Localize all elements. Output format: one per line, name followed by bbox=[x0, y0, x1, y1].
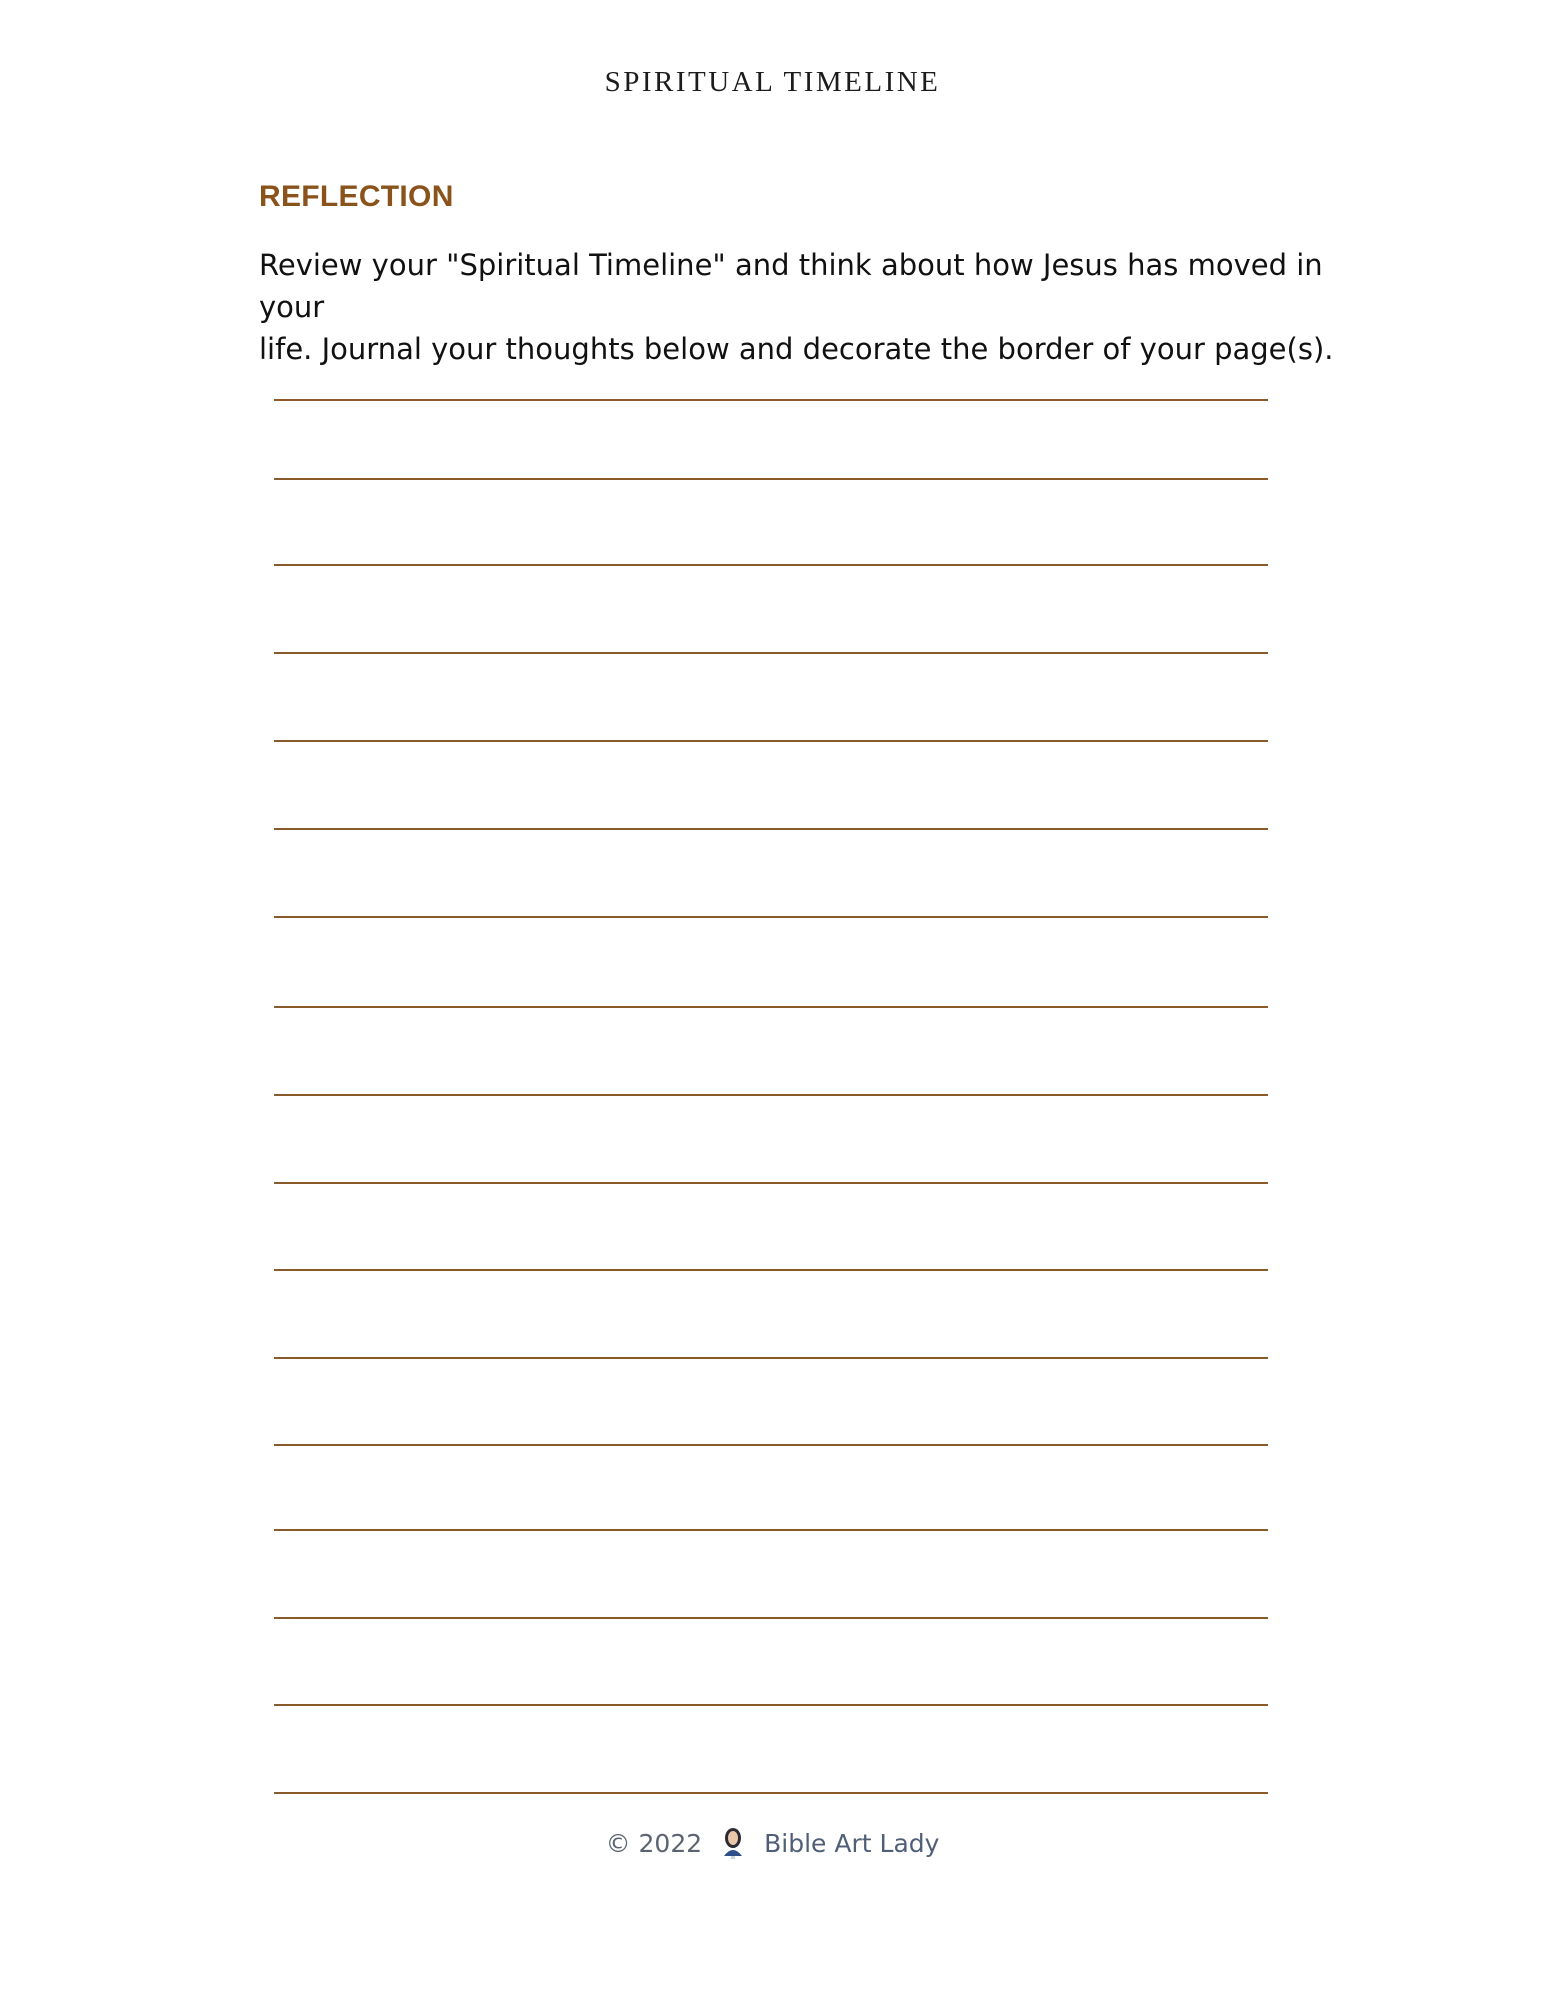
journal-line[interactable] bbox=[274, 916, 1268, 918]
journal-line[interactable] bbox=[274, 1704, 1268, 1706]
journal-line[interactable] bbox=[274, 1094, 1268, 1096]
brand-name: Bible Art Lady bbox=[764, 1828, 940, 1858]
journal-line[interactable] bbox=[274, 652, 1268, 654]
journal-line[interactable] bbox=[274, 564, 1268, 566]
journal-line[interactable] bbox=[274, 1617, 1268, 1619]
section-heading: REFLECTION bbox=[259, 180, 454, 213]
journal-line[interactable] bbox=[274, 399, 1268, 401]
journal-line[interactable] bbox=[274, 1182, 1268, 1184]
page-footer bbox=[0, 1826, 1545, 1860]
instructions-text bbox=[259, 244, 1359, 370]
journal-line[interactable] bbox=[274, 828, 1268, 830]
journal-line[interactable] bbox=[274, 1529, 1268, 1531]
journal-line[interactable] bbox=[274, 1006, 1268, 1008]
page-title: SPIRITUAL TIMELINE bbox=[604, 66, 941, 98]
journal-line[interactable] bbox=[274, 740, 1268, 742]
journal-line[interactable] bbox=[274, 1357, 1268, 1359]
woman-portrait-logo-icon bbox=[720, 1826, 746, 1860]
journal-line[interactable] bbox=[274, 1444, 1268, 1446]
journal-line[interactable] bbox=[274, 1269, 1268, 1271]
journal-line[interactable] bbox=[274, 478, 1268, 480]
copyright-text: © 2022 bbox=[605, 1828, 703, 1858]
instructions-line-1: Review your "Spiritual Timeline" and think about how Jesus has moved in your bbox=[259, 248, 1323, 324]
instructions-line-2: life. Journal your thoughts below and decorate the border of your page(s). bbox=[259, 332, 1334, 366]
journal-line[interactable] bbox=[274, 1792, 1268, 1794]
